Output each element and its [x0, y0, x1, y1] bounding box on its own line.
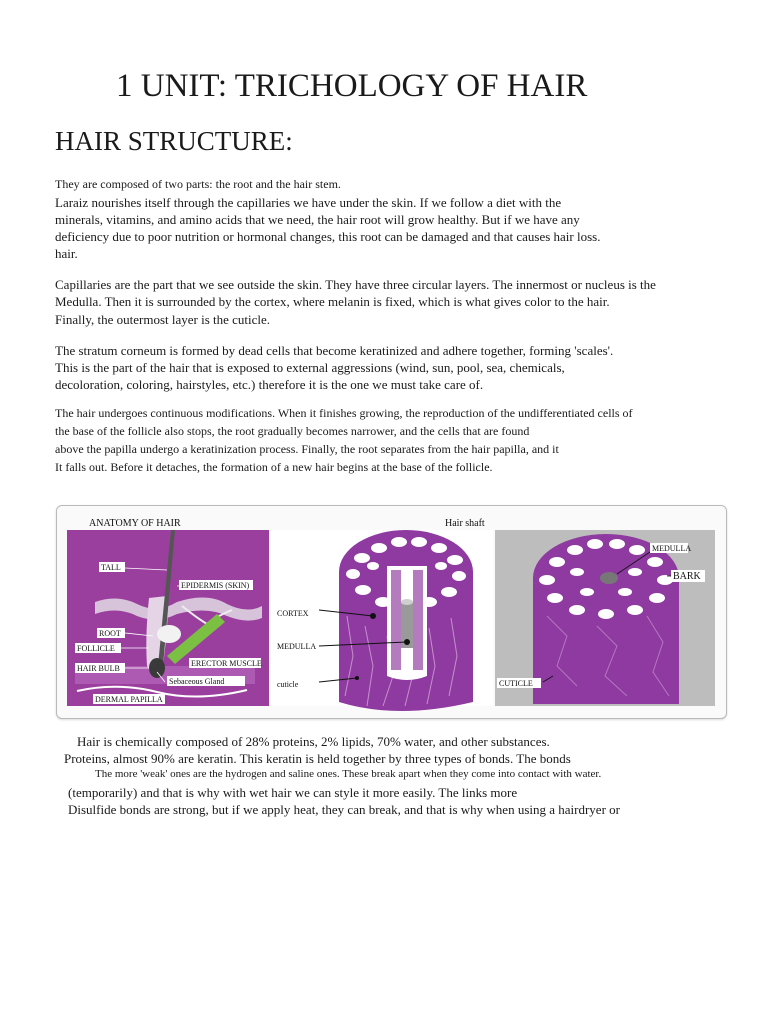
page-title: 1 UNIT: TRICHOLOGY OF HAIR	[116, 68, 588, 104]
para1-line: Laraiz nourishes itself through the capillaries we have under the skin. If we follow a diet with the	[55, 195, 562, 210]
label-root: ROOT	[99, 629, 121, 638]
para2-line: Capillaries are the part that we see outside the skin. They have three circular layers. The innermost or nucleus is the	[55, 277, 656, 292]
bottom-line: Proteins, almost 90% are keratin. This keratin is held together by three types of bonds. The bonds	[64, 751, 571, 766]
bottom-line: The more 'weak' ones are the hydrogen and saline ones. These break apart when they come into contact with water.	[95, 768, 602, 780]
anatomy-title: ANATOMY OF HAIR	[89, 518, 181, 529]
label-dermal-papilla: DERMAL PAPILLA	[95, 695, 163, 704]
shaft-title: Hair shaft	[445, 518, 485, 529]
para3-line: The stratum corneum is formed by dead cells that become keratinized and adhere together, forming 'scales'.	[55, 343, 614, 358]
hair-anatomy-figure	[56, 505, 727, 719]
para1-line: deficiency due to poor nutrition or hormonal changes, this root can be damaged and that causes hair loss.	[55, 229, 601, 244]
para2-line: Finally, the outermost layer is the cuticle.	[55, 312, 271, 327]
hair-anatomy-diagram	[57, 506, 726, 718]
sebaceous-gland-shape	[157, 625, 181, 643]
para2-line: Medulla. Then it is surrounded by the cortex, where melanin is fixed, which is what gives color to the hair.	[55, 294, 610, 309]
label-follicle: FOLLICLE	[77, 644, 115, 653]
para3-line: This is the part of the hair that is exposed to external aggressions (wind, sun, pool, sea, chemicals,	[55, 360, 565, 375]
para4-line: The hair undergoes continuous modifications. When it finishes growing, the reproduction of the undifferentiated cells of	[55, 406, 633, 420]
label-cortex: CORTEX	[277, 609, 309, 618]
label-hair-bulb: HAIR BULB	[77, 664, 120, 673]
hair-bulb-shape	[149, 658, 165, 678]
bottom-line: (temporarily) and that is why with wet hair we can style it more easily. The links more	[68, 785, 518, 800]
bottom-line: Hair is chemically composed of 28% proteins, 2% lipids, 70% water, and other substances.	[77, 734, 550, 749]
label-cuticle-middle: cuticle	[277, 680, 299, 689]
label-epidermis: EPIDERMIS (SKIN)	[181, 581, 250, 590]
section-heading: HAIR STRUCTURE:	[55, 126, 293, 156]
para3-line: decoloration, coloring, hairstyles, etc.) therefore it is the one we must take care of.	[55, 377, 484, 392]
para1-line: hair.	[55, 246, 78, 261]
intro-line: They are composed of two parts: the root and the hair stem.	[55, 177, 341, 191]
para1-line: minerals, vitamins, and amino acids that we need, the hair root will grow healthy. But if we have any	[55, 212, 580, 227]
para4-line: above the papilla undergo a keratinization process. Finally, the root separates from the hair papilla, and it	[55, 442, 559, 456]
label-bark: BARK	[673, 571, 701, 582]
label-sebaceous-gland: Sebaceous Gland	[169, 677, 225, 686]
label-cuticle-right: CUTICLE	[499, 679, 533, 688]
bottom-line: Disulfide bonds are strong, but if we apply heat, they can break, and that is why when using a hairdryer or	[68, 802, 620, 817]
label-erector-muscle: ERECTOR MUSCLE	[191, 659, 262, 668]
label-medulla-right: MEDULLA	[652, 544, 692, 553]
label-medulla-middle: MEDULLA	[277, 642, 317, 651]
para4-line: It falls out. Before it detaches, the formation of a new hair begins at the base of the follicle.	[55, 460, 493, 474]
right-medulla-core	[600, 572, 618, 584]
label-tall: TALL	[101, 563, 121, 572]
para4-line: the base of the follicle also stops, the root gradually becomes narrower, and the cells that are found	[55, 424, 530, 438]
